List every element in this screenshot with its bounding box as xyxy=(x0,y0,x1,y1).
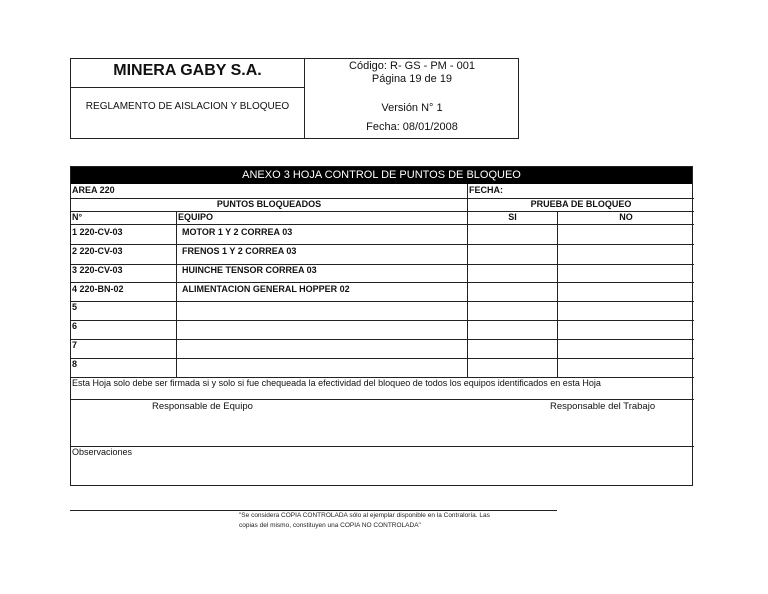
col-header-no: NO xyxy=(619,212,633,222)
document-version: Versión N° 1 xyxy=(381,102,443,114)
col-header-si: SI xyxy=(508,212,517,222)
col-header-equipo: EQUIPO xyxy=(178,212,214,222)
row-number: 2 220-CV-03 xyxy=(72,246,123,256)
company-name: MINERA GABY S.A. xyxy=(113,62,262,79)
footer-note xyxy=(239,511,559,531)
form-title: ANEXO 3 HOJA CONTROL DE PUNTOS DE BLOQUEO xyxy=(71,167,692,184)
row-number: 1 220-CV-03 xyxy=(72,227,123,237)
area-label: AREA 220 xyxy=(72,185,115,195)
document-date: Fecha: 08/01/2008 xyxy=(366,121,458,133)
footer-line-2: copias del mismo, constituyen una COPIA NO CONTROLADA" xyxy=(239,522,421,529)
page-number: Página 19 de 19 xyxy=(371,73,453,85)
prueba-bloqueo-label: PRUEBA DE BLOQUEO xyxy=(530,199,632,209)
row-number: 7 xyxy=(72,340,78,350)
document-code: Código: R- GS - PM - 001 xyxy=(349,60,475,72)
row-divider xyxy=(71,339,694,340)
document-code-block xyxy=(305,60,519,86)
col-header-number: N° xyxy=(72,212,83,222)
document-header xyxy=(70,58,519,139)
row-number: 5 xyxy=(72,302,78,312)
row-divider xyxy=(71,358,694,359)
row-divider xyxy=(71,224,694,225)
row-equipo: FRENOS 1 Y 2 CORREA 03 xyxy=(182,246,297,256)
row-equipo: ALIMENTACION GENERAL HOPPER 02 xyxy=(182,284,350,294)
col-divider xyxy=(557,211,558,377)
row-divider xyxy=(71,264,694,265)
row-divider xyxy=(71,320,694,321)
row-divider xyxy=(71,301,694,302)
fecha-label: FECHA: xyxy=(469,185,503,195)
observaciones-label: Observaciones xyxy=(72,447,133,457)
control-table xyxy=(70,166,693,486)
responsable-trabajo-label: Responsable del Trabajo xyxy=(550,401,656,412)
header-divider-horizontal xyxy=(71,87,304,88)
row-number: 4 220-BN-02 xyxy=(72,284,124,294)
row-divider xyxy=(71,244,694,245)
row-number: 8 xyxy=(72,359,78,369)
row-number: 3 220-CV-03 xyxy=(72,265,123,275)
signature-note: Esta Hoja solo debe ser firmada si y solo si fue chequeada la efectividad del bloqueo de todos los equipos identificados en esta Hoja xyxy=(72,378,601,388)
row-divider xyxy=(71,282,694,283)
responsable-equipo-label: Responsable de Equipo xyxy=(152,401,253,412)
puntos-bloqueados-label: PUNTOS BLOQUEADOS xyxy=(216,199,322,209)
col-divider xyxy=(176,211,177,377)
row-equipo: MOTOR 1 Y 2 CORREA 03 xyxy=(182,227,293,237)
row-number: 6 xyxy=(72,321,78,331)
row-divider xyxy=(71,446,694,447)
document-title: REGLAMENTO DE AISLACION Y BLOQUEO xyxy=(85,101,290,112)
footer-line-1: "Se considera COPIA CONTROLADA sólo al ejemplar disponible en la Contraloría. Las xyxy=(239,512,490,519)
row-divider xyxy=(71,399,694,400)
row-equipo: HUINCHE TENSOR CORREA 03 xyxy=(182,265,317,275)
